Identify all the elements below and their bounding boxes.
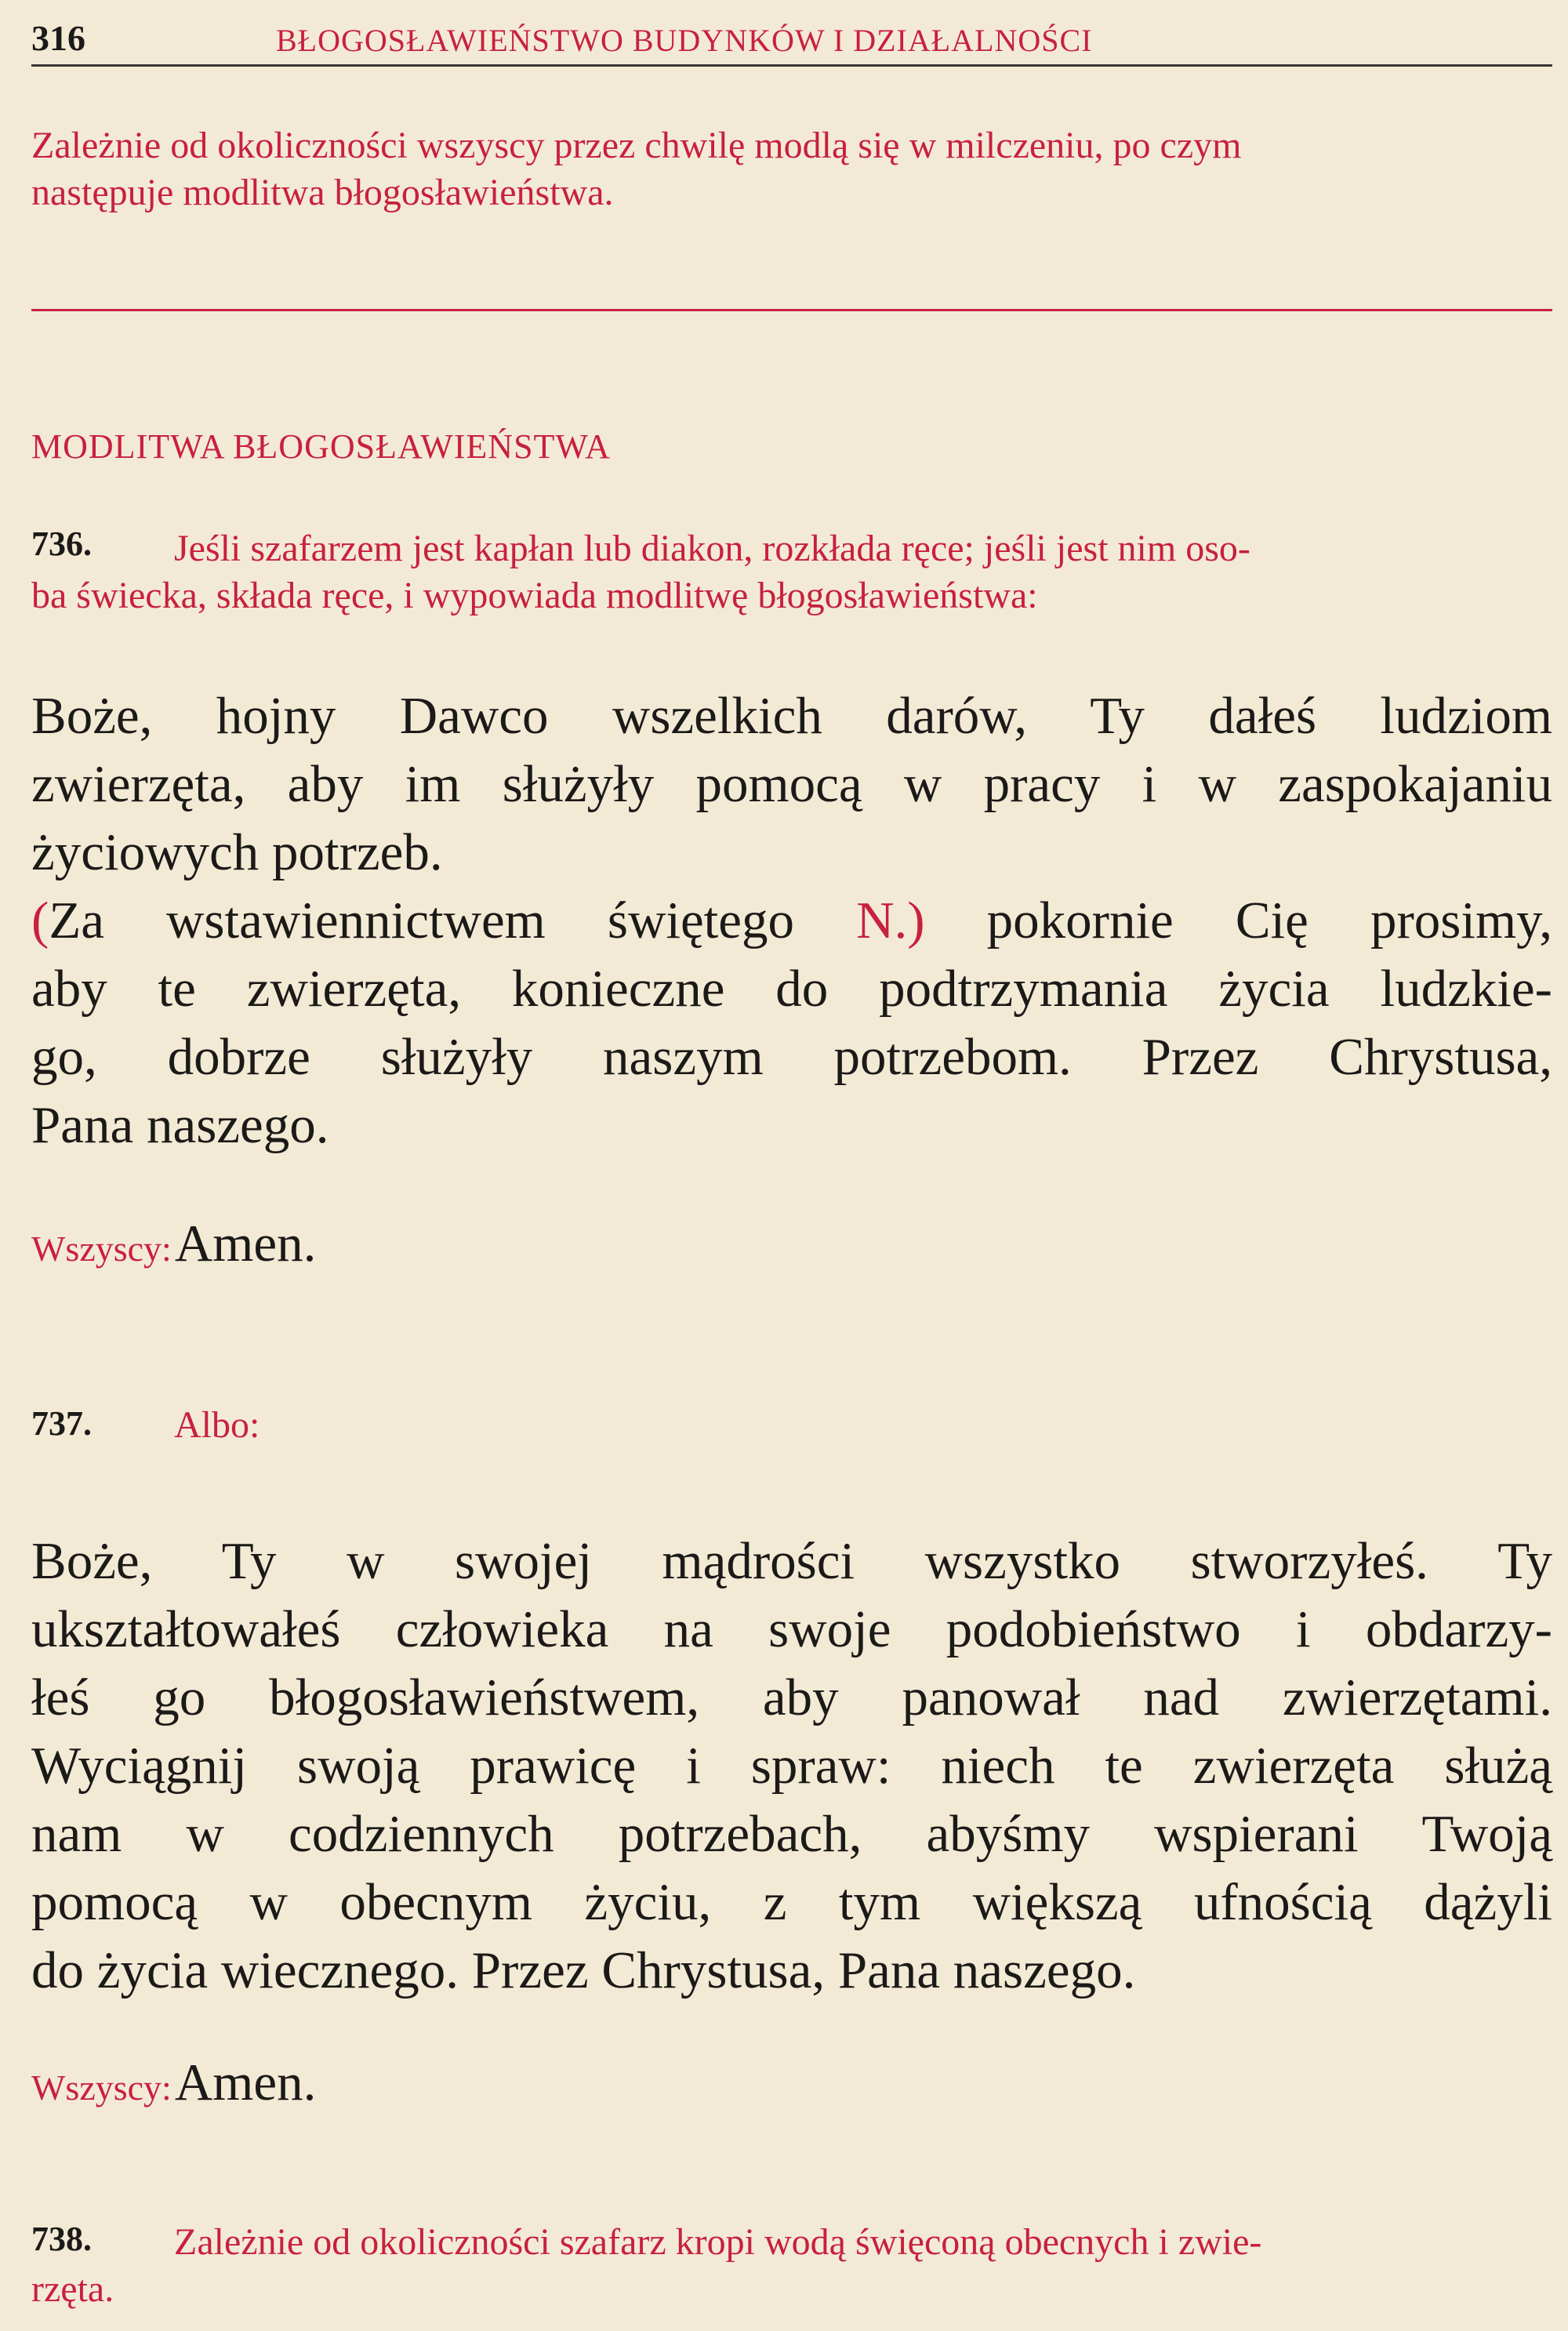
running-title: BŁOGOSŁAWIEŃSTWO BUDYNKÓW I DZIAŁALNOŚCI (276, 23, 1093, 58)
prayer-736-line4 (31, 887, 1552, 955)
prayer-736-line7: Pana naszego. (31, 1096, 329, 1154)
item-736-rubric-line1: Jeśli szafarzem jest kapłan lub diakon, rozkłada ręce; jeśli jest nim oso- (174, 528, 1250, 569)
item-number-738: 738. (31, 2220, 92, 2258)
prayer-737-line7: do życia wiecznego. Przez Chrystusa, Pana naszego. (31, 1941, 1136, 1999)
prayer-736-line6: go, dobrze służyły naszym potrzebom. Przez Chrystusa, (31, 1028, 1552, 1086)
paren-close: ) (907, 891, 925, 949)
item-736-rubric-line2: ba świecka, składa ręce, i wypowiada modlitwę błogosławieństwa: (31, 575, 1038, 616)
section-title: MODLITWA BŁOGOSŁAWIEŃSTWA (31, 427, 611, 466)
paren-open: ( (31, 891, 49, 949)
item-738-rubric-line1: Zależnie od okoliczności szafarz kropi wodą święconą obecnych i zwie- (174, 2221, 1262, 2263)
item-number-737: 737. (31, 1404, 92, 1443)
prayer-737-line6: pomocą w obecnym życiu, z tym większą ufnością dążyli (31, 1873, 1552, 1931)
response-amen: Amen. (174, 1215, 317, 1273)
response-amen: Amen. (174, 2053, 317, 2111)
response-736 (31, 1214, 316, 1274)
prayer-736-line2: zwierzęta, aby im służyły pomocą w pracy i w zaspokajaniu (31, 755, 1552, 813)
intercession-rest: pokornie Cię prosimy, (924, 891, 1552, 949)
saint-name-placeholder: N. (856, 891, 908, 949)
red-divider (31, 309, 1552, 311)
prayer-736-line1: Boże, hojny Dawco wszelkich darów, Ty dałeś ludziom (31, 687, 1552, 745)
intercession-text: Za wstawiennictwem świętego (49, 891, 857, 949)
item-738-rubric-line2: rzęta. (31, 2268, 114, 2310)
page-number: 316 (31, 18, 85, 58)
prayer-737-line5: nam w codziennych potrzebach, abyśmy wspierani Twoją (31, 1805, 1552, 1863)
intro-rubric-line1: Zależnie od okoliczności wszyscy przez chwilę modlą się w milczeniu, po czym (31, 125, 1242, 166)
prayer-737-line2: ukształtowałeś człowieka na swoje podobieństwo i obdarzy- (31, 1600, 1552, 1658)
prayer-736-line5: aby te zwierzęta, konieczne do podtrzymania życia ludzkie- (31, 960, 1552, 1018)
item-737-rubric: Albo: (174, 1404, 260, 1446)
prayer-737-line3: łeś go błogosławieństwem, aby panował nad zwierzętami. (31, 1668, 1552, 1726)
intro-rubric (31, 122, 1544, 216)
prayer-737-line4: Wyciągnij swoją prawicę i spraw: niech te zwierzęta służą (31, 1737, 1552, 1795)
prayer-736 (31, 682, 1552, 1160)
item-number-736: 736. (31, 525, 92, 563)
prayer-737 (31, 1527, 1552, 2005)
intro-rubric-line2: następuje modlitwa błogosławieństwa. (31, 172, 614, 213)
response-speaker: Wszyscy: (31, 1229, 172, 1269)
response-speaker: Wszyscy: (31, 2068, 172, 2108)
response-737 (31, 2053, 316, 2113)
prayer-737-line1: Boże, Ty w swojej mądrości wszystko stworzyłeś. Ty (31, 1532, 1552, 1590)
page-header (31, 9, 1552, 67)
prayer-736-line3: życiowych potrzeb. (31, 823, 443, 881)
